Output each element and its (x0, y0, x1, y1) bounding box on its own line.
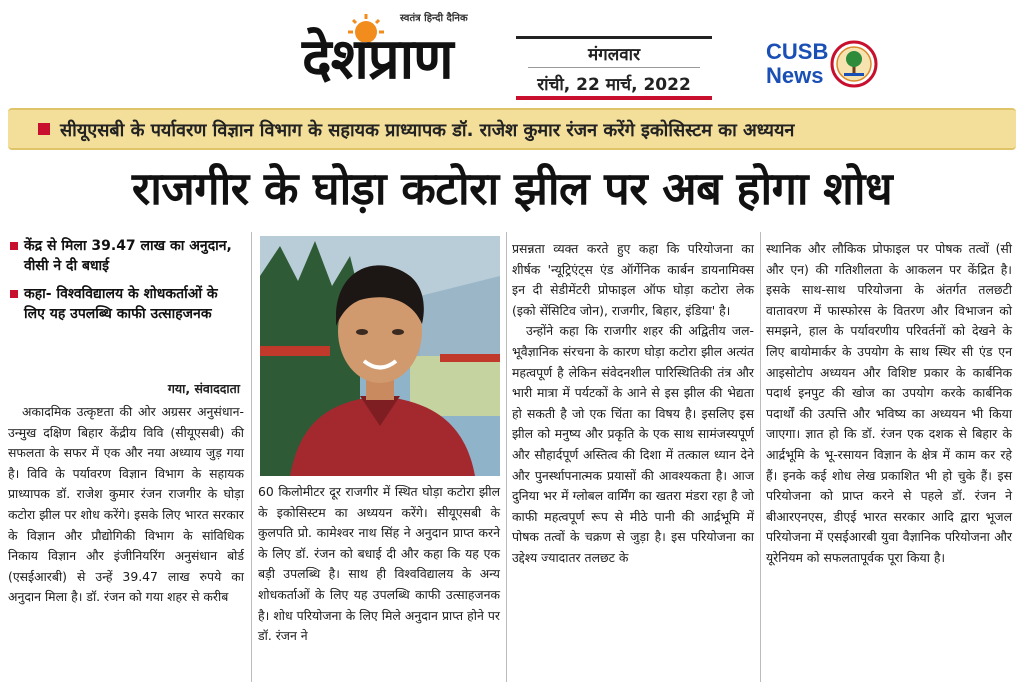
article-column-1 (8, 402, 244, 608)
author-photo (260, 236, 500, 476)
highlight-text: केंद्र से मिला 39.47 लाख का अनुदान, वीसी ने दी बधाई (24, 238, 232, 274)
highlights-box (8, 236, 240, 332)
article-paragraph: उन्होंने कहा कि राजगीर शहर की अद्वितीय जल-भूवैज्ञानिक संरचना के कारण घोड़ा कटोरा झील अत्यंत महत्वपूर्ण है लेकिन संवेदनशील पारिस्थितिकी तंत्र और भारी मात्रा में पर्यटकों के आने से इस झील की भेद्यता हो सकती है जो एक चिंता का विषय है। इसलिए इस झील को मनुष्य और प्रकृति के एक साथ सामंजस्यपूर्ण और सौहार्दपूर्ण अस्तित्व की दिशा में तत्काल ध्यान देने और पुनर्स्थापनात्मक प्रयासों की आवश्यकता है। आज दुनिया भर में ग्लोबल वार्मिंग का खतरा मंडरा रहा है जो काफी महत्वपूर्ण रूप से मीठे पानी की आर्द्रभूमि में पोषक तत्वों के चक्रण से जुड़ा है। इस परियोजना का उद्देश्य ज्यादातर तलछट के (512, 323, 754, 565)
highlight-item (8, 284, 240, 324)
square-bullet-icon (10, 242, 18, 250)
news-label: News (766, 63, 824, 88)
issue-date: रांची, 22 मार्च, 2022 (537, 75, 691, 95)
logo-tagline: स्वतंत्र हिन्दी दैनिक (400, 13, 468, 24)
banner-bullet-icon (38, 123, 50, 135)
article-column-2 (258, 482, 500, 647)
divider (516, 96, 712, 100)
byline: गया, संवाददाता (167, 381, 240, 396)
column-divider (251, 232, 252, 682)
cusb-label: CUSB (766, 39, 829, 64)
article-column-3 (512, 239, 754, 569)
article-paragraph: स्थानिक और लौकिक प्रोफाइल पर पोषक तत्वों (सी और एन) की गतिशीलता के आकलन पर केंद्रित है। इसके साथ-साथ परियोजना के अंतर्गत तलछटी वातावरण में फास्फोरस के वितरण और विभाजन को समझने, हाल के पर्यावरणीय परिवर्तनों को देखने के लिए बायोमार्कर के उपयोग के साथ स्थिर सी एंड एन आइसोटोप अध्ययन और विशिष्ट प्रकार के कार्बनिक पदार्थ इनपुट की खोज का उपयोग करके कार्बनिक पदार्थों की उत्पत्ति और भविष्य का अध्ययन भी किया जाएगा। ज्ञात हो कि डॉ. रंजन एक दशक से बिहार के आर्द्रभूमि के भू-रसायन विज्ञान के क्षेत्र में काम कर रहे हैं। इनके कई शोध लेख प्रकाशित भी हो चुके हैं। इस परियोजना को प्राप्त करने से पहले डॉ. रंजन ने बीआरएनएस, डीएई भारत सरकार आदि द्वारा भूजल परियोजना में एसईआरबी युवा वैज्ञानिक परियोजना और यूरेनियम को सफलतापूर्वक पूरा किया है। (766, 241, 1012, 565)
university-emblem-icon (830, 40, 878, 88)
headline: राजगीर के घोड़ा कटोरा झील पर अब होगा शोध (131, 162, 893, 215)
column-divider (506, 232, 507, 682)
column-divider (760, 232, 761, 682)
article-paragraph: अकादमिक उत्कृष्टता की ओर अग्रसर अनुसंधान-उन्मुख दक्षिण बिहार केंद्रीय विवि (सीयूएसबी) की सफलता के सफर में एक और नया अध्याय जुड़ गया है। विवि के पर्यावरण विज्ञान विभाग के सहायक प्राध्यापक डॉ. राजेश कुमार रंजन राजगीर के घोड़ा कटोरा झील पर शोध करेंगे। इसके लिए भारत सरकार के विज्ञान और प्रौद्योगिकी विभाग के सांविधिक निकाय विज्ञान और इंजीनियरिंग अनुसंधान बोर्ड (एसईआरबी) से उन्हें 39.47 लाख रुपये का अनुदान मिला है। डॉ. रंजन को गया शहर से करीब (8, 404, 244, 605)
subhead-text: सीयूएसबी के पर्यावरण विज्ञान विभाग के सहायक प्राध्यापक डॉ. राजेश कुमार रंजन करेंगे इकोसिस्टम का अध्ययन (60, 120, 795, 141)
dateline (516, 36, 712, 100)
issue-day: मंगलवार (587, 45, 641, 65)
highlight-text: कहा- विश्वविद्यालय के शोधकर्ताओं के लिए यह उपलब्धि काफी उत्साहजनक (24, 286, 218, 322)
square-bullet-icon (10, 290, 18, 298)
subhead-banner (8, 108, 1016, 150)
divider (516, 36, 712, 39)
article-paragraph: 60 किलोमीटर दूर राजगीर में स्थित घोड़ा कटोरा झील के इकोसिस्टम का अध्ययन करेंगे। सीयूएसबी के कुलपति प्रो. कामेश्वर नाथ सिंह ने अनुदान प्राप्त करने के लिए डॉ. रंजन को बधाई दी और कहा कि यह एक बड़ी उपलब्धि है। साथ ही विश्वविद्यालय के अन्य शोधकर्ताओं के लिए यह उपलब्धि काफी उत्साहजनक है। शोध परियोजना के लिए मिले अनुदान प्राप्त होने पर डॉ. रंजन ने (258, 484, 500, 644)
article-paragraph: प्रसन्नता व्यक्त करते हुए कहा कि परियोजना का शीर्षक 'न्यूट्रिएंट्स एंड ऑर्गेनिक कार्बन डायनामिक्स इन दी सेडीमेंटरी प्रोफाइल ऑफ घोड़ा कटोरा लेक (इको सेंसिटिव जोन), राजगीर, बिहार, इंडिया' है। (512, 241, 754, 318)
divider (528, 67, 700, 68)
article-column-4 (766, 239, 1012, 569)
logo-wordmark: देशप्राण (302, 27, 453, 92)
masthead (0, 0, 1024, 108)
highlight-item (8, 236, 240, 276)
cusb-news-label (766, 40, 828, 88)
newspaper-logo (302, 8, 512, 100)
